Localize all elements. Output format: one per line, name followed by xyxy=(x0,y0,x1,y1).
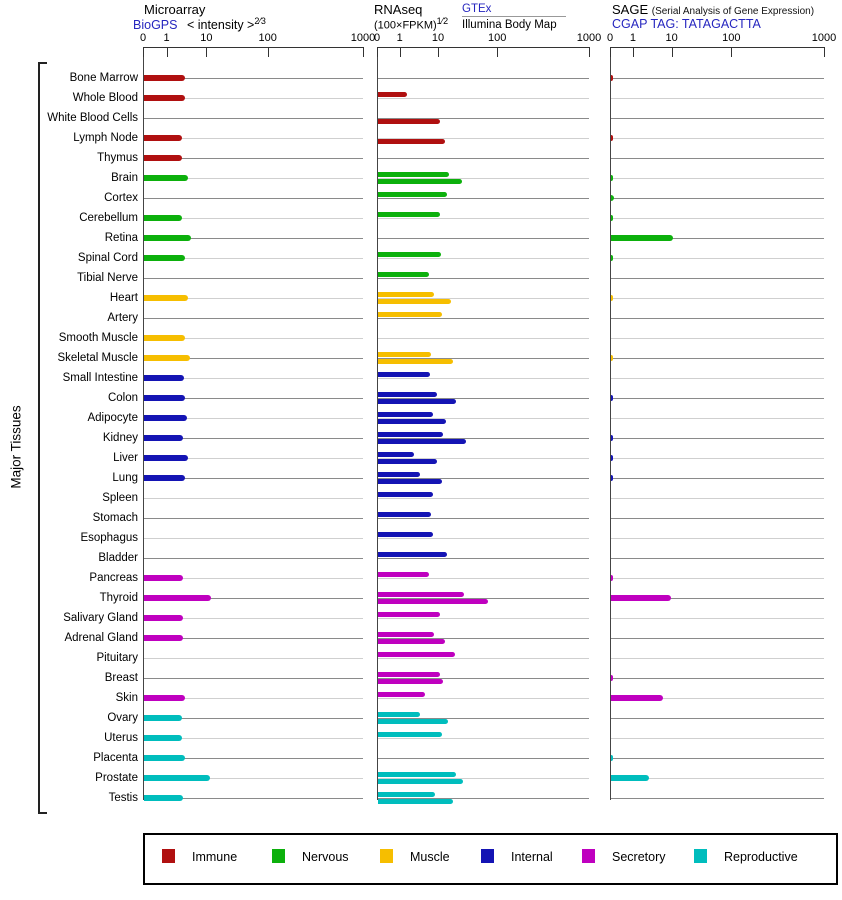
bar-sage xyxy=(611,175,613,181)
row-guide-line xyxy=(611,158,824,159)
row-guide-line xyxy=(611,318,824,319)
bar-rnaseq-gtex xyxy=(378,652,455,657)
bar-microarray xyxy=(144,295,188,301)
bar-sage xyxy=(611,595,671,601)
axis-tick-label: 100 xyxy=(722,32,741,44)
axis-tick-label: 1000 xyxy=(350,32,376,44)
row-guide-line xyxy=(144,198,363,199)
axis-tick xyxy=(206,47,207,57)
tissue-label: Tibial Nerve xyxy=(77,272,138,284)
row-guide-line xyxy=(144,678,363,679)
row-guide-line xyxy=(144,558,363,559)
axis-tick-label: 1 xyxy=(396,32,403,44)
tissue-label: Pancreas xyxy=(89,572,138,584)
axis-tick-label: 10 xyxy=(200,32,213,44)
tissue-label: Salivary Gland xyxy=(63,612,138,624)
row-guide-line xyxy=(611,558,824,559)
bar-rnaseq-illumina xyxy=(378,439,466,444)
row-guide-line xyxy=(144,518,363,519)
row-guide-line xyxy=(611,758,824,759)
row-guide-line xyxy=(378,658,589,659)
row-guide-line xyxy=(611,658,824,659)
row-guide-line xyxy=(378,278,589,279)
bar-rnaseq-gtex xyxy=(378,452,414,457)
row-guide-line xyxy=(378,78,589,79)
tissues-bracket-top xyxy=(38,62,47,64)
bar-sage xyxy=(611,75,613,81)
bar-rnaseq-illumina xyxy=(378,359,453,364)
bar-microarray xyxy=(144,255,185,261)
axis-tick-label: 1000 xyxy=(811,32,837,44)
tissue-label: Skin xyxy=(115,692,138,704)
bar-rnaseq-gtex xyxy=(378,292,434,297)
bar-microarray xyxy=(144,355,190,361)
bar-sage xyxy=(611,675,613,681)
row-guide-line xyxy=(611,718,824,719)
axis-tick-label: 10 xyxy=(431,32,445,44)
bar-rnaseq-illumina xyxy=(378,719,448,724)
bar-microarray xyxy=(144,375,184,381)
axis-tick xyxy=(824,47,825,57)
bar-microarray xyxy=(144,735,182,741)
bar-microarray xyxy=(144,455,188,461)
bar-rnaseq-gtex xyxy=(378,92,407,97)
row-guide-line xyxy=(378,258,589,259)
bar-rnaseq-illumina xyxy=(378,459,437,464)
row-guide-line xyxy=(144,658,363,659)
axis-tick xyxy=(610,47,611,57)
row-guide-line xyxy=(378,338,589,339)
bar-rnaseq-gtex xyxy=(378,412,433,417)
bar-microarray xyxy=(144,235,191,241)
row-guide-line xyxy=(611,198,824,199)
axis-tick xyxy=(633,47,634,57)
legend-swatch xyxy=(582,849,595,863)
bar-sage xyxy=(611,695,663,701)
tissue-label: Prostate xyxy=(95,772,138,784)
legend-label: Immune xyxy=(192,850,238,864)
axis-tick xyxy=(167,47,168,57)
tissue-label: Uterus xyxy=(104,732,138,744)
row-guide-line xyxy=(611,358,824,359)
legend-swatch xyxy=(380,849,393,863)
bar-sage xyxy=(611,235,673,241)
tissue-label: Cerebellum xyxy=(79,212,138,224)
microarray-scale-label: < intensity > xyxy=(186,18,255,33)
tissue-label: White Blood Cells xyxy=(47,112,138,124)
bar-rnaseq-gtex xyxy=(378,352,431,357)
row-guide-line xyxy=(144,278,363,279)
tissue-label: Pituitary xyxy=(96,652,138,664)
bar-sage xyxy=(611,295,613,301)
row-guide-line xyxy=(144,538,363,539)
tissue-label: Liver xyxy=(113,452,138,464)
axis-tick xyxy=(268,47,269,57)
bar-microarray xyxy=(144,775,210,781)
legend-swatch xyxy=(272,849,285,863)
microarray-title: Microarray xyxy=(144,2,206,17)
rnaseq-scale-exponent: 1⁄2 xyxy=(436,16,449,26)
row-guide-line xyxy=(611,478,824,479)
bar-sage xyxy=(611,395,613,401)
axis-tick-label: 0 xyxy=(606,32,614,44)
axis-tick xyxy=(438,47,439,57)
bar-rnaseq-gtex xyxy=(378,572,429,577)
row-guide-line xyxy=(378,558,589,559)
bar-microarray xyxy=(144,335,185,341)
axis-tick-label: 100 xyxy=(488,32,507,44)
rnaseq-title: RNAseq xyxy=(374,2,423,17)
axis-tick xyxy=(731,47,732,57)
legend-label: Muscle xyxy=(410,850,450,864)
bar-sage xyxy=(611,255,613,261)
bar-rnaseq-gtex xyxy=(378,612,440,617)
axis-tick xyxy=(672,47,673,57)
bar-rnaseq-illumina xyxy=(378,779,463,784)
axis-tick xyxy=(497,47,498,57)
bar-microarray xyxy=(144,695,185,701)
axis-tick-label: 1 xyxy=(629,32,636,44)
bar-sage xyxy=(611,575,613,581)
bar-rnaseq-gtex xyxy=(378,592,464,597)
bar-microarray xyxy=(144,475,185,481)
bar-microarray xyxy=(144,435,183,441)
row-guide-line xyxy=(611,138,824,139)
row-guide-line xyxy=(611,518,824,519)
illumina-body-map-label: Illumina Body Map xyxy=(462,19,557,31)
tissue-label: Skeletal Muscle xyxy=(57,352,138,364)
tissue-label: Adrenal Gland xyxy=(64,632,138,644)
tissue-label: Placenta xyxy=(93,752,138,764)
bar-sage xyxy=(611,755,613,761)
row-guide-line xyxy=(378,578,589,579)
bar-microarray xyxy=(144,75,185,81)
row-guide-line xyxy=(144,118,363,119)
tissue-label: Artery xyxy=(107,312,138,324)
bar-rnaseq-gtex xyxy=(378,772,456,777)
bar-rnaseq-gtex xyxy=(378,692,425,697)
axis-tick-label: 100 xyxy=(258,32,277,44)
bar-rnaseq-gtex xyxy=(378,512,431,517)
bar-microarray xyxy=(144,795,183,801)
bar-rnaseq-gtex xyxy=(378,552,447,557)
legend-label: Reproductive xyxy=(724,850,798,864)
legend-label: Internal xyxy=(511,850,553,864)
row-guide-line xyxy=(611,218,824,219)
tissue-label: Cortex xyxy=(104,192,138,204)
tissue-label: Spinal Cord xyxy=(77,252,138,264)
bar-rnaseq-gtex xyxy=(378,192,447,197)
bar-rnaseq-illumina xyxy=(378,119,440,124)
row-guide-line xyxy=(611,178,824,179)
bar-rnaseq-gtex xyxy=(378,632,434,637)
bar-rnaseq-gtex xyxy=(378,672,440,677)
row-guide-line xyxy=(378,618,589,619)
bar-rnaseq-illumina xyxy=(378,799,453,804)
row-guide-line xyxy=(144,498,363,499)
bar-rnaseq-illumina xyxy=(378,639,445,644)
panel-axis-line xyxy=(610,47,825,48)
bar-rnaseq-gtex xyxy=(378,792,435,797)
bar-rnaseq-illumina xyxy=(378,599,488,604)
axis-tick-label: 10 xyxy=(665,32,678,44)
row-guide-line xyxy=(611,638,824,639)
bar-rnaseq-gtex xyxy=(378,172,449,177)
axis-tick-label: 1 xyxy=(163,32,170,44)
tissue-label: Bladder xyxy=(98,552,138,564)
row-guide-line xyxy=(611,578,824,579)
sage-title-text: SAGE xyxy=(612,2,649,17)
sage-title xyxy=(612,2,814,17)
bar-rnaseq-illumina xyxy=(378,139,445,144)
row-guide-line xyxy=(378,238,589,239)
row-guide-line xyxy=(378,378,589,379)
bar-microarray xyxy=(144,755,185,761)
tissue-label: Colon xyxy=(107,392,138,404)
bar-microarray xyxy=(144,635,183,641)
row-guide-line xyxy=(378,738,589,739)
bar-rnaseq-gtex xyxy=(378,392,437,397)
tissue-label: Small Intestine xyxy=(62,372,138,384)
row-guide-line xyxy=(611,458,824,459)
bar-microarray xyxy=(144,615,183,621)
bar-rnaseq-gtex xyxy=(378,312,442,317)
bar-microarray xyxy=(144,155,182,161)
bar-sage xyxy=(611,475,613,481)
bar-sage xyxy=(611,215,613,221)
bar-rnaseq-gtex xyxy=(378,732,442,737)
panel-axis-line xyxy=(143,47,364,48)
bar-rnaseq-gtex xyxy=(378,532,433,537)
rnaseq-sources xyxy=(462,3,566,31)
rnaseq-subtitle xyxy=(374,16,448,32)
tissue-label: Heart xyxy=(109,292,138,304)
bar-rnaseq-gtex xyxy=(378,272,429,277)
tissue-label: Smooth Muscle xyxy=(58,332,138,344)
panel-axis-line xyxy=(377,47,590,48)
bar-sage xyxy=(611,195,614,201)
row-guide-line xyxy=(611,118,824,119)
bar-sage xyxy=(611,435,613,441)
tissue-label: Spleen xyxy=(102,492,138,504)
tissue-label: Ovary xyxy=(107,712,138,724)
bar-rnaseq-gtex xyxy=(378,252,441,257)
axis-tick xyxy=(377,47,378,57)
row-guide-line xyxy=(611,618,824,619)
legend-label: Secretory xyxy=(612,850,666,864)
tissue-label: Lymph Node xyxy=(73,132,138,144)
bar-microarray xyxy=(144,575,183,581)
tissue-label: Brain xyxy=(111,172,138,184)
bar-sage xyxy=(611,355,613,361)
row-guide-line xyxy=(378,538,589,539)
row-guide-line xyxy=(611,398,824,399)
row-guide-line xyxy=(611,738,824,739)
axis-tick xyxy=(363,47,364,57)
row-guide-line xyxy=(611,258,824,259)
row-guide-line xyxy=(611,378,824,379)
axis-tick-label: 0 xyxy=(139,32,147,44)
panel-left-border xyxy=(610,47,611,800)
row-guide-line xyxy=(611,278,824,279)
axis-tick-label: 1000 xyxy=(576,32,602,44)
tissue-label: Thymus xyxy=(97,152,138,164)
tissue-label: Stomach xyxy=(92,512,138,524)
bar-microarray xyxy=(144,95,185,101)
row-guide-line xyxy=(611,298,824,299)
bar-rnaseq-illumina xyxy=(378,419,446,424)
bar-rnaseq-gtex xyxy=(378,372,430,377)
row-guide-line xyxy=(378,498,589,499)
microarray-scale-exponent: 2⁄3 xyxy=(254,16,266,26)
row-guide-line xyxy=(378,318,589,319)
tissue-label: Lung xyxy=(112,472,138,484)
row-guide-line xyxy=(611,418,824,419)
tissue-label: Esophagus xyxy=(80,532,138,544)
gtex-link[interactable]: GTEx xyxy=(462,3,566,17)
tissues-bracket-bottom xyxy=(38,812,47,814)
axis-tick xyxy=(589,47,590,57)
major-tissues-label: Major Tissues xyxy=(8,405,24,489)
cgap-tag-link[interactable]: CGAP TAG: TATAGACTTA xyxy=(612,17,761,31)
bar-microarray xyxy=(144,415,187,421)
tissue-label: Kidney xyxy=(102,432,138,444)
bar-rnaseq-illumina xyxy=(378,479,442,484)
bar-rnaseq-gtex xyxy=(378,712,420,717)
row-guide-line xyxy=(611,78,824,79)
bar-rnaseq-illumina xyxy=(378,179,462,184)
row-guide-line xyxy=(611,538,824,539)
tissue-label: Breast xyxy=(104,672,138,684)
bar-sage xyxy=(611,135,613,141)
row-guide-line xyxy=(378,758,589,759)
microarray-subtitle xyxy=(133,16,266,32)
row-guide-line xyxy=(378,158,589,159)
row-guide-line xyxy=(378,198,589,199)
bar-sage xyxy=(611,775,649,781)
tissue-label: Thyroid xyxy=(99,592,138,604)
legend-label: Nervous xyxy=(302,850,349,864)
bar-rnaseq-gtex xyxy=(378,472,420,477)
row-guide-line xyxy=(611,438,824,439)
row-guide-line xyxy=(611,798,824,799)
bar-microarray xyxy=(144,215,182,221)
bar-microarray xyxy=(144,395,185,401)
row-guide-line xyxy=(611,678,824,679)
bar-microarray xyxy=(144,135,182,141)
row-guide-line xyxy=(378,218,589,219)
legend-swatch xyxy=(481,849,494,863)
axis-tick-label: 0 xyxy=(373,32,381,44)
legend-swatch xyxy=(162,849,175,863)
row-guide-line xyxy=(378,698,589,699)
row-guide-line xyxy=(611,338,824,339)
bar-rnaseq-illumina xyxy=(378,679,443,684)
biogps-link[interactable]: BioGPS xyxy=(133,18,178,33)
bar-microarray xyxy=(144,595,211,601)
bar-microarray xyxy=(144,175,188,181)
row-guide-line xyxy=(378,518,589,519)
tissue-label: Retina xyxy=(104,232,138,244)
rnaseq-scale-label: (100×FPKM) xyxy=(374,19,437,32)
axis-tick xyxy=(143,47,144,57)
bar-rnaseq-illumina xyxy=(378,299,451,304)
tissue-label: Bone Marrow xyxy=(69,72,138,84)
bar-rnaseq-gtex xyxy=(378,212,440,217)
row-guide-line xyxy=(611,498,824,499)
row-guide-line xyxy=(611,98,824,99)
bar-rnaseq-illumina xyxy=(378,399,456,404)
bar-rnaseq-gtex xyxy=(378,432,443,437)
row-guide-line xyxy=(378,98,589,99)
axis-tick xyxy=(400,47,401,57)
tissue-label: Whole Blood xyxy=(72,92,138,104)
sage-title-note: (Serial Analysis of Gene Expression) xyxy=(651,6,815,17)
row-guide-line xyxy=(144,318,363,319)
bar-sage xyxy=(611,455,613,461)
legend-swatch xyxy=(694,849,707,863)
bar-rnaseq-gtex xyxy=(378,492,433,497)
bar-microarray xyxy=(144,715,182,721)
tissue-label: Testis xyxy=(108,792,138,804)
tissue-label: Adipocyte xyxy=(87,412,138,424)
